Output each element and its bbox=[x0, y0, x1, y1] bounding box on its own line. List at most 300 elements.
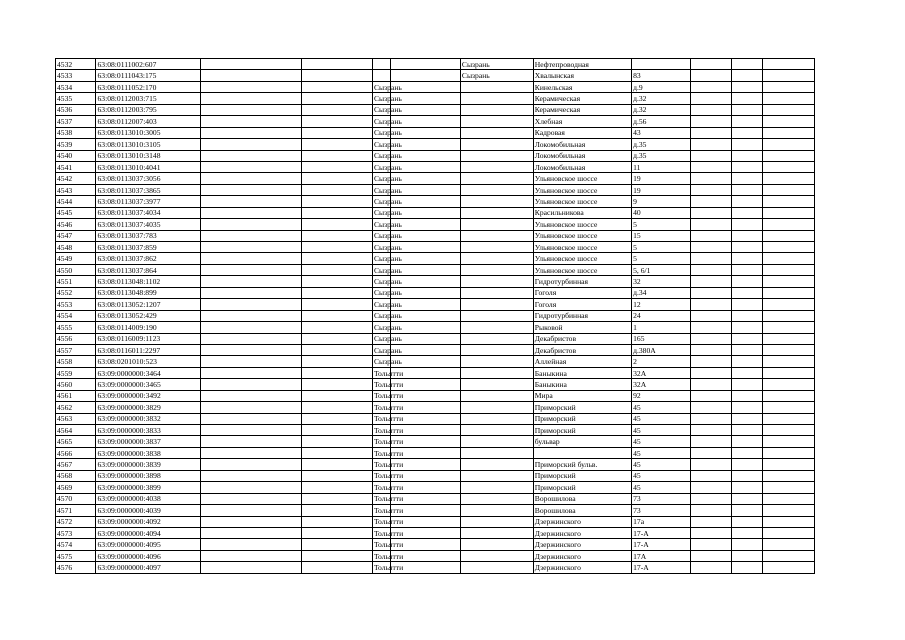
row-number-cell: 4541 bbox=[56, 161, 96, 172]
empty-cell bbox=[302, 127, 373, 138]
empty-cell bbox=[691, 459, 731, 470]
house-cell: 45 bbox=[632, 436, 691, 447]
cadastral-number-cell: 63:08:0113037:4035 bbox=[96, 219, 200, 230]
empty-cell bbox=[762, 390, 814, 401]
empty-cell bbox=[302, 390, 373, 401]
city-cell: Тольятти bbox=[373, 562, 404, 572]
city-cell: Сызрань bbox=[373, 254, 402, 264]
empty-cell bbox=[691, 493, 731, 504]
empty-cell bbox=[200, 402, 302, 413]
house-cell: 45 bbox=[632, 447, 691, 458]
city-cell bbox=[460, 299, 533, 310]
empty-cell bbox=[691, 344, 731, 355]
table-row bbox=[56, 253, 815, 264]
empty-cell bbox=[731, 242, 762, 253]
empty-cell bbox=[302, 539, 373, 550]
table-row bbox=[56, 459, 815, 470]
city-cell: Сызрань bbox=[460, 70, 533, 81]
house-cell: 11 bbox=[632, 161, 691, 172]
table-row bbox=[56, 402, 815, 413]
empty-cell bbox=[691, 139, 731, 150]
city-cell bbox=[460, 482, 533, 493]
empty-cell bbox=[691, 59, 731, 70]
empty-cell bbox=[200, 230, 302, 241]
house-cell: д.9 bbox=[632, 81, 691, 92]
empty-cell bbox=[762, 447, 814, 458]
table-row bbox=[56, 390, 815, 401]
empty-cell bbox=[200, 310, 302, 321]
empty-cell bbox=[762, 356, 814, 367]
empty-cell bbox=[302, 562, 373, 573]
empty-cell bbox=[200, 104, 302, 115]
cadastral-number-cell: 63:09:0000000:3839 bbox=[96, 459, 200, 470]
empty-cell bbox=[691, 322, 731, 333]
city-cell: Сызрань bbox=[373, 219, 402, 229]
city-cell: Сызрань bbox=[373, 151, 402, 161]
empty-cell bbox=[200, 264, 302, 275]
city-cell bbox=[460, 539, 533, 550]
street-cell: Дзержинского bbox=[533, 562, 631, 573]
house-cell: 12 bbox=[632, 299, 691, 310]
empty-cell bbox=[762, 322, 814, 333]
empty-cell bbox=[302, 104, 373, 115]
empty-cell bbox=[762, 196, 814, 207]
row-number-cell: 4554 bbox=[56, 310, 96, 321]
city-cell bbox=[460, 550, 533, 561]
cadastral-number-cell: 63:08:0113037:862 bbox=[96, 253, 200, 264]
city-cell bbox=[460, 493, 533, 504]
empty-cell bbox=[391, 59, 460, 70]
empty-cell bbox=[762, 459, 814, 470]
empty-cell bbox=[731, 379, 762, 390]
empty-cell bbox=[302, 459, 373, 470]
empty-cell bbox=[200, 173, 302, 184]
cadastral-number-cell: 63:09:0000000:4097 bbox=[96, 562, 200, 573]
city-cell: Тольятти bbox=[373, 368, 404, 378]
empty-cell bbox=[200, 299, 302, 310]
empty-cell bbox=[200, 470, 302, 481]
street-cell: Ульяновское шоссе bbox=[533, 230, 631, 241]
empty-cell bbox=[302, 470, 373, 481]
empty-cell bbox=[200, 413, 302, 424]
empty-cell bbox=[302, 550, 373, 561]
empty-cell bbox=[731, 425, 762, 436]
empty-cell bbox=[731, 413, 762, 424]
house-cell: 17А bbox=[632, 550, 691, 561]
row-number-cell: 4546 bbox=[56, 219, 96, 230]
empty-cell bbox=[200, 219, 302, 230]
empty-cell bbox=[302, 333, 373, 344]
empty-cell bbox=[302, 70, 373, 81]
empty-cell bbox=[762, 104, 814, 115]
empty-cell bbox=[200, 367, 302, 378]
cadastral-number-cell: 63:08:0113037:859 bbox=[96, 242, 200, 253]
house-cell: 19 bbox=[632, 173, 691, 184]
empty-cell bbox=[731, 356, 762, 367]
empty-cell bbox=[691, 425, 731, 436]
table-row bbox=[56, 173, 815, 184]
cadastral-number-cell: 63:09:0000000:3899 bbox=[96, 482, 200, 493]
street-cell: Локомобильная bbox=[533, 161, 631, 172]
house-cell: 32А bbox=[632, 379, 691, 390]
row-number-cell: 4562 bbox=[56, 402, 96, 413]
table-row bbox=[56, 93, 815, 104]
city-cell bbox=[460, 104, 533, 115]
house-cell: 45 bbox=[632, 482, 691, 493]
empty-cell bbox=[200, 539, 302, 550]
empty-cell bbox=[731, 116, 762, 127]
row-number-cell: 4547 bbox=[56, 230, 96, 241]
city-cell: Тольятти bbox=[373, 402, 404, 412]
empty-cell bbox=[762, 527, 814, 538]
city-cell: Тольятти bbox=[373, 505, 404, 515]
empty-cell bbox=[200, 253, 302, 264]
city-cell: Сызрань bbox=[373, 105, 402, 115]
empty-cell bbox=[731, 344, 762, 355]
row-number-cell: 4549 bbox=[56, 253, 96, 264]
cadastral-number-cell: 63:08:0114009:190 bbox=[96, 322, 200, 333]
empty-cell bbox=[762, 482, 814, 493]
street-cell: Керамическая bbox=[533, 104, 631, 115]
empty-cell bbox=[691, 93, 731, 104]
city-cell bbox=[460, 333, 533, 344]
row-number-cell: 4553 bbox=[56, 299, 96, 310]
city-cell: Сызрань bbox=[373, 174, 402, 184]
empty-cell bbox=[302, 287, 373, 298]
empty-cell bbox=[200, 127, 302, 138]
empty-cell bbox=[302, 527, 373, 538]
empty-cell bbox=[691, 447, 731, 458]
table-row bbox=[56, 196, 815, 207]
empty-cell bbox=[302, 242, 373, 253]
city-cell bbox=[460, 230, 533, 241]
city-cell: Сызрань bbox=[373, 139, 402, 149]
row-number-cell: 4569 bbox=[56, 482, 96, 493]
empty-cell bbox=[691, 390, 731, 401]
row-number-cell: 4576 bbox=[56, 562, 96, 573]
empty-cell bbox=[691, 264, 731, 275]
city-cell: Сызрань bbox=[373, 231, 402, 241]
empty-cell bbox=[691, 173, 731, 184]
street-cell bbox=[533, 447, 631, 458]
table-row bbox=[56, 184, 815, 195]
cadastral-number-cell: 63:09:0000000:3837 bbox=[96, 436, 200, 447]
empty-cell bbox=[302, 482, 373, 493]
empty-cell bbox=[200, 562, 302, 573]
empty-cell bbox=[762, 402, 814, 413]
empty-cell bbox=[691, 230, 731, 241]
empty-cell bbox=[200, 81, 302, 92]
house-cell: 92 bbox=[632, 390, 691, 401]
empty-cell bbox=[200, 493, 302, 504]
empty-cell bbox=[302, 184, 373, 195]
table-row bbox=[56, 150, 815, 161]
cadastral-number-cell: 63:08:0113037:3865 bbox=[96, 184, 200, 195]
table-row bbox=[56, 425, 815, 436]
empty-cell bbox=[200, 161, 302, 172]
empty-cell bbox=[200, 436, 302, 447]
empty-cell bbox=[391, 70, 460, 81]
empty-cell bbox=[200, 527, 302, 538]
cadastral-number-cell: 63:08:0112003:795 bbox=[96, 104, 200, 115]
table-row bbox=[56, 242, 815, 253]
empty-cell bbox=[691, 505, 731, 516]
empty-cell bbox=[731, 93, 762, 104]
table-row bbox=[56, 139, 815, 150]
city-cell: Тольятти bbox=[373, 494, 404, 504]
table-row bbox=[56, 81, 815, 92]
city-cell: Сызрань bbox=[373, 185, 402, 195]
house-cell: 5 bbox=[632, 219, 691, 230]
empty-cell bbox=[691, 539, 731, 550]
row-number-cell: 4556 bbox=[56, 333, 96, 344]
city-cell: Тольятти bbox=[373, 482, 404, 492]
empty-cell bbox=[731, 482, 762, 493]
city-cell: Сызрань bbox=[373, 196, 402, 206]
street-cell: Хлебная bbox=[533, 116, 631, 127]
cadastral-number-cell: 63:08:0116009:1123 bbox=[96, 333, 200, 344]
cadastral-number-cell: 63:09:0000000:4092 bbox=[96, 516, 200, 527]
row-number-cell: 4548 bbox=[56, 242, 96, 253]
empty-cell bbox=[762, 562, 814, 573]
cadastral-number-cell: 63:09:0000000:3833 bbox=[96, 425, 200, 436]
cadastral-number-cell: 63:09:0000000:4038 bbox=[96, 493, 200, 504]
empty-cell bbox=[691, 402, 731, 413]
street-cell: Керамическая bbox=[533, 93, 631, 104]
city-cell bbox=[460, 516, 533, 527]
empty-cell bbox=[731, 173, 762, 184]
city-cell: Сызрань bbox=[373, 288, 402, 298]
row-number-cell: 4534 bbox=[56, 81, 96, 92]
empty-cell bbox=[762, 93, 814, 104]
cadastral-number-cell: 63:09:0000000:4096 bbox=[96, 550, 200, 561]
empty-cell bbox=[731, 161, 762, 172]
empty-cell bbox=[200, 425, 302, 436]
table-body bbox=[56, 59, 815, 574]
row-number-cell: 4540 bbox=[56, 150, 96, 161]
city-cell: Тольятти bbox=[373, 551, 404, 561]
table-row bbox=[56, 550, 815, 561]
empty-cell bbox=[731, 287, 762, 298]
empty-cell bbox=[762, 161, 814, 172]
empty-cell bbox=[731, 539, 762, 550]
city-cell bbox=[460, 184, 533, 195]
empty-cell bbox=[691, 104, 731, 115]
empty-cell bbox=[731, 516, 762, 527]
city-cell bbox=[460, 447, 533, 458]
street-cell: Ульяновское шоссе bbox=[533, 219, 631, 230]
city-cell: Тольятти bbox=[373, 414, 404, 424]
empty-cell bbox=[731, 219, 762, 230]
table-row bbox=[56, 436, 815, 447]
empty-cell bbox=[691, 436, 731, 447]
city-cell: Сызрань bbox=[373, 265, 402, 275]
empty-cell bbox=[302, 139, 373, 150]
empty-cell bbox=[731, 196, 762, 207]
table-row bbox=[56, 276, 815, 287]
table-row bbox=[56, 264, 815, 275]
city-cell bbox=[460, 379, 533, 390]
table-row bbox=[56, 356, 815, 367]
empty-cell bbox=[691, 470, 731, 481]
empty-cell bbox=[200, 139, 302, 150]
empty-cell bbox=[302, 219, 373, 230]
empty-cell bbox=[691, 184, 731, 195]
house-cell: д.56 bbox=[632, 116, 691, 127]
house-cell: 73 bbox=[632, 505, 691, 516]
empty-cell bbox=[302, 276, 373, 287]
empty-cell bbox=[200, 287, 302, 298]
street-cell: Приморский бульв. bbox=[533, 459, 631, 470]
cadastral-number-cell: 63:08:0113010:3105 bbox=[96, 139, 200, 150]
empty-cell bbox=[302, 81, 373, 92]
table-row bbox=[56, 116, 815, 127]
cadastral-number-cell: 63:08:0111002:607 bbox=[96, 59, 200, 70]
empty-cell bbox=[200, 116, 302, 127]
empty-cell bbox=[762, 493, 814, 504]
empty-cell bbox=[691, 127, 731, 138]
city-cell bbox=[460, 356, 533, 367]
row-number-cell: 4552 bbox=[56, 287, 96, 298]
table-row bbox=[56, 493, 815, 504]
city-cell bbox=[460, 139, 533, 150]
house-cell: 5 bbox=[632, 242, 691, 253]
empty-cell bbox=[731, 253, 762, 264]
empty-cell bbox=[302, 322, 373, 333]
empty-cell bbox=[200, 379, 302, 390]
table-row bbox=[56, 310, 815, 321]
empty-cell bbox=[762, 425, 814, 436]
empty-cell bbox=[302, 59, 373, 70]
house-cell: 1 bbox=[632, 322, 691, 333]
table-row bbox=[56, 482, 815, 493]
empty-cell bbox=[691, 516, 731, 527]
empty-cell bbox=[302, 505, 373, 516]
empty-cell bbox=[731, 505, 762, 516]
table-row bbox=[56, 539, 815, 550]
house-cell bbox=[632, 59, 691, 70]
row-number-cell: 4543 bbox=[56, 184, 96, 195]
empty-cell bbox=[762, 367, 814, 378]
city-cell bbox=[460, 402, 533, 413]
row-number-cell: 4567 bbox=[56, 459, 96, 470]
empty-cell bbox=[200, 344, 302, 355]
street-cell: Приморский bbox=[533, 402, 631, 413]
empty-cell bbox=[762, 539, 814, 550]
empty-cell bbox=[731, 562, 762, 573]
empty-cell bbox=[691, 219, 731, 230]
empty-cell bbox=[302, 161, 373, 172]
street-cell: Баныкина bbox=[533, 379, 631, 390]
city-cell: Сызрань bbox=[460, 59, 533, 70]
street-cell: Хвалынская bbox=[533, 70, 631, 81]
house-cell: 45 bbox=[632, 402, 691, 413]
empty-cell bbox=[302, 173, 373, 184]
city-cell: Тольятти bbox=[373, 528, 404, 538]
cadastral-number-cell: 63:09:0000000:4094 bbox=[96, 527, 200, 538]
cadastral-number-cell: 63:08:0113010:4041 bbox=[96, 161, 200, 172]
empty-cell bbox=[691, 242, 731, 253]
empty-cell bbox=[200, 447, 302, 458]
empty-cell bbox=[200, 207, 302, 218]
city-cell bbox=[460, 116, 533, 127]
empty-cell bbox=[200, 482, 302, 493]
house-cell: 32А bbox=[632, 367, 691, 378]
empty-cell bbox=[200, 70, 302, 81]
house-cell: 19 bbox=[632, 184, 691, 195]
empty-cell bbox=[200, 459, 302, 470]
city-cell bbox=[460, 276, 533, 287]
empty-cell bbox=[762, 299, 814, 310]
empty-cell bbox=[762, 242, 814, 253]
empty-cell bbox=[762, 333, 814, 344]
empty-cell bbox=[731, 459, 762, 470]
row-number-cell: 4542 bbox=[56, 173, 96, 184]
empty-cell bbox=[691, 70, 731, 81]
cadastral-number-cell: 63:08:0112007:403 bbox=[96, 116, 200, 127]
city-cell bbox=[460, 264, 533, 275]
empty-cell bbox=[691, 161, 731, 172]
table-row bbox=[56, 70, 815, 81]
empty-cell bbox=[302, 253, 373, 264]
cadastral-number-cell: 63:08:0113048:899 bbox=[96, 287, 200, 298]
empty-cell bbox=[200, 322, 302, 333]
street-cell: Гидротурбинная bbox=[533, 276, 631, 287]
empty-cell bbox=[762, 207, 814, 218]
city-cell: Сызрань bbox=[373, 299, 402, 309]
empty-cell bbox=[762, 253, 814, 264]
street-cell: Локомобильная bbox=[533, 139, 631, 150]
table-row bbox=[56, 161, 815, 172]
empty-cell bbox=[691, 482, 731, 493]
empty-cell bbox=[731, 470, 762, 481]
table-row bbox=[56, 230, 815, 241]
city-cell bbox=[460, 219, 533, 230]
empty-cell bbox=[302, 367, 373, 378]
empty-cell bbox=[200, 550, 302, 561]
street-cell: Дзержинского bbox=[533, 527, 631, 538]
table-row bbox=[56, 413, 815, 424]
street-cell: Баныкина bbox=[533, 367, 631, 378]
city-cell: Тольятти bbox=[373, 471, 404, 481]
empty-cell bbox=[302, 516, 373, 527]
house-cell: 15 bbox=[632, 230, 691, 241]
cadastral-number-cell: 63:08:0113037:783 bbox=[96, 230, 200, 241]
empty-cell bbox=[762, 505, 814, 516]
street-cell: Аллейная bbox=[533, 356, 631, 367]
house-cell: 17-А bbox=[632, 527, 691, 538]
city-cell bbox=[460, 242, 533, 253]
house-cell: 17-А bbox=[632, 562, 691, 573]
empty-cell bbox=[762, 230, 814, 241]
row-number-cell: 4535 bbox=[56, 93, 96, 104]
cadastral-number-cell: 63:08:0111052:170 bbox=[96, 81, 200, 92]
city-cell: Сызрань bbox=[373, 311, 402, 321]
house-cell: д.34 bbox=[632, 287, 691, 298]
cadastral-number-cell: 63:08:0113037:3977 bbox=[96, 196, 200, 207]
row-number-cell: 4565 bbox=[56, 436, 96, 447]
registry-table bbox=[55, 58, 815, 574]
empty-cell bbox=[731, 402, 762, 413]
row-number-cell: 4573 bbox=[56, 527, 96, 538]
street-cell: бульвар bbox=[533, 436, 631, 447]
city-cell: Сызрань bbox=[373, 322, 402, 332]
city-cell bbox=[460, 310, 533, 321]
empty-cell bbox=[200, 242, 302, 253]
empty-cell bbox=[731, 322, 762, 333]
street-cell: Приморский bbox=[533, 425, 631, 436]
house-cell: 9 bbox=[632, 196, 691, 207]
